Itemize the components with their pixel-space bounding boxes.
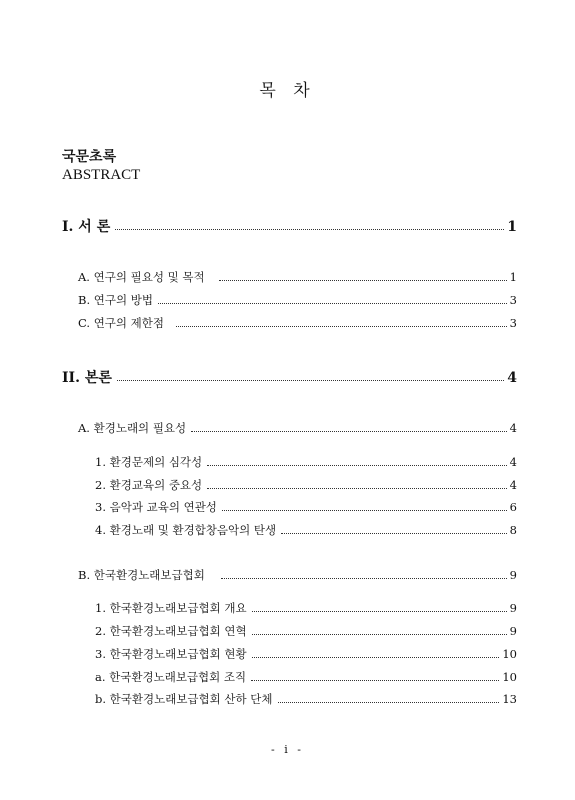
leader-dots: [191, 430, 507, 432]
toc-label: A. 환경노래의 필요성: [78, 421, 187, 435]
toc-entry-1a[interactable]: [78, 269, 517, 285]
toc-entry-2a[interactable]: [78, 420, 517, 436]
toc-label: 1. 한국환경노래보급협회 개요: [95, 601, 247, 615]
toc-entry-1c[interactable]: [78, 315, 517, 331]
toc-page-number: 6: [509, 500, 517, 514]
toc-entry-1b[interactable]: [78, 292, 517, 308]
toc-entry-2a1[interactable]: [95, 454, 517, 470]
leader-dots: [252, 656, 500, 658]
toc-page-number: 10: [502, 670, 517, 684]
leader-dots: [117, 379, 504, 381]
leader-dots: [176, 325, 507, 327]
leader-dots: [221, 577, 507, 579]
toc-entry-chapter-1[interactable]: [62, 216, 517, 236]
leader-dots: [281, 532, 507, 534]
toc-label: b. 한국환경노래보급협회 산하 단체: [95, 692, 273, 706]
leader-dots: [252, 610, 507, 612]
toc-label: B. 한국환경노래보급협회: [78, 568, 205, 582]
toc-entry-2b1[interactable]: [95, 600, 517, 616]
leader-dots: [115, 228, 504, 230]
leader-dots: [158, 302, 507, 304]
toc-label: 1. 환경문제의 심각성: [95, 455, 203, 469]
toc-page-number: 8: [509, 523, 517, 537]
toc-page-number: 3: [509, 293, 517, 307]
toc-page-number: 10: [502, 647, 517, 661]
toc-entry-2b2[interactable]: [95, 623, 517, 639]
toc-page-number: 4: [509, 421, 517, 435]
toc-entry-2b[interactable]: [78, 567, 517, 583]
toc-entry-2b3a[interactable]: [95, 669, 517, 685]
toc-entry-2a2[interactable]: [95, 477, 517, 493]
abstract-heading: ABSTRACT: [62, 167, 141, 183]
toc-label: 4. 환경노래 및 환경합창음악의 탄생: [95, 523, 277, 537]
leader-dots: [251, 679, 499, 681]
toc-page-number: 1: [509, 270, 517, 284]
toc-label: 2. 한국환경노래보급협회 연혁: [95, 624, 247, 638]
toc-page-number: 3: [509, 316, 517, 330]
leader-dots: [207, 464, 507, 466]
toc-label: A. 연구의 필요성 및 목적: [78, 270, 205, 284]
toc-label: 3. 음악과 교육의 연관성: [95, 500, 217, 514]
toc-page-number: 1: [507, 219, 517, 235]
leader-dots: [219, 279, 507, 281]
toc-label: I. 서 론: [62, 219, 111, 235]
toc-entry-2a4[interactable]: [95, 522, 517, 538]
toc-page-number: 4: [509, 478, 517, 492]
toc-page-number: 13: [502, 692, 517, 706]
toc-page-number: 4: [509, 455, 517, 469]
toc-entry-2b3[interactable]: [95, 646, 517, 662]
toc-page-number: 9: [509, 568, 517, 582]
korean-abstract-heading: 국문초록: [62, 149, 117, 165]
toc-entry-2b3b[interactable]: [95, 691, 517, 707]
toc-label: 2. 환경교육의 중요성: [95, 478, 203, 492]
toc-label: a. 한국환경노래보급협회 조직: [95, 670, 247, 684]
toc-label: II. 본론: [62, 370, 112, 386]
leader-dots: [252, 633, 507, 635]
toc-page-number: 9: [509, 624, 517, 638]
leader-dots: [222, 509, 507, 511]
page-number-footer: - i -: [271, 743, 304, 756]
toc-page-number: 4: [507, 370, 517, 386]
toc-entry-chapter-2[interactable]: [62, 367, 517, 387]
page-title: 목 차: [259, 81, 316, 101]
toc-entry-2a3[interactable]: [95, 499, 517, 515]
toc-label: 3. 한국환경노래보급협회 현황: [95, 647, 247, 661]
leader-dots: [278, 701, 500, 703]
toc-label: B. 연구의 방법: [78, 293, 153, 307]
leader-dots: [207, 487, 507, 489]
toc-label: C. 연구의 제한점: [78, 316, 165, 330]
toc-page-number: 9: [509, 601, 517, 615]
